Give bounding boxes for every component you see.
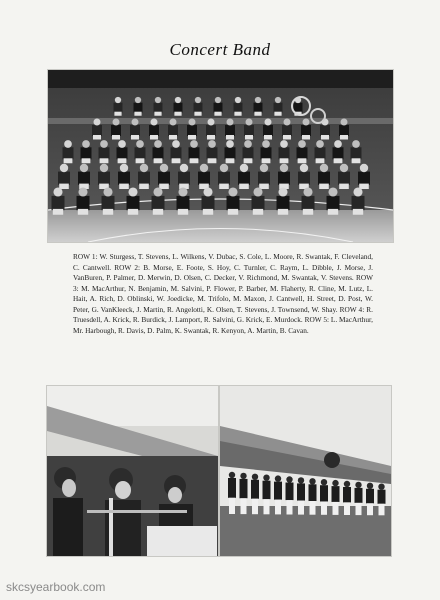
- member-names-caption: ROW 1: W. Sturgess, T. Stevens, L. Wilkens, V. Dubac, S. Cole, L. Moore, R. Swantak, F. Cleveland, C. Cantwell. ROW 2: B. Morse, E. Foote, S. Hoy, C. Turnler, C. Raym, L. Dibble, J. Morse, J. VanBuren, P. Palmer, D. Merwin, D. Olsen, C. Decker, V. Richmond, M. Swantak, V. Stevens. ROW 3: M. MacArthur, N. Benjamin, M. Salvini, P. Flower, P. Barber, M. Flaherty, R. Cline, M. Lutz, L. Hait, A. Rich, D. Oblinski, W. Joedicke, M. Trifolo, M. Maxon, J. Cantwell, H. Street, D. Post, W. Peter, G. VanKleeck, J. Martin, R. Angelotti, K. Olsen, T. Stevens, J. Townsend, W. Shay. ROW 4: R. Truesdell, A. Krick, R. Burdick, J. Lamport, R. Salvini, G. Krick, E. Murdock. ROW 5: L. MacArthur, Mr. Harbough, R. Davis, D. Palm, K. Swantak, R. Kenyon, A. Martin, B. Cavan.: [73, 252, 373, 335]
- watermark-text: skcsyearbook.com: [6, 580, 106, 594]
- concert-band-group-photo: [48, 70, 393, 242]
- page-title: Concert Band: [169, 40, 271, 59]
- band-members-closeup-photo: [47, 386, 218, 556]
- marching-band-field-photo: [220, 386, 391, 556]
